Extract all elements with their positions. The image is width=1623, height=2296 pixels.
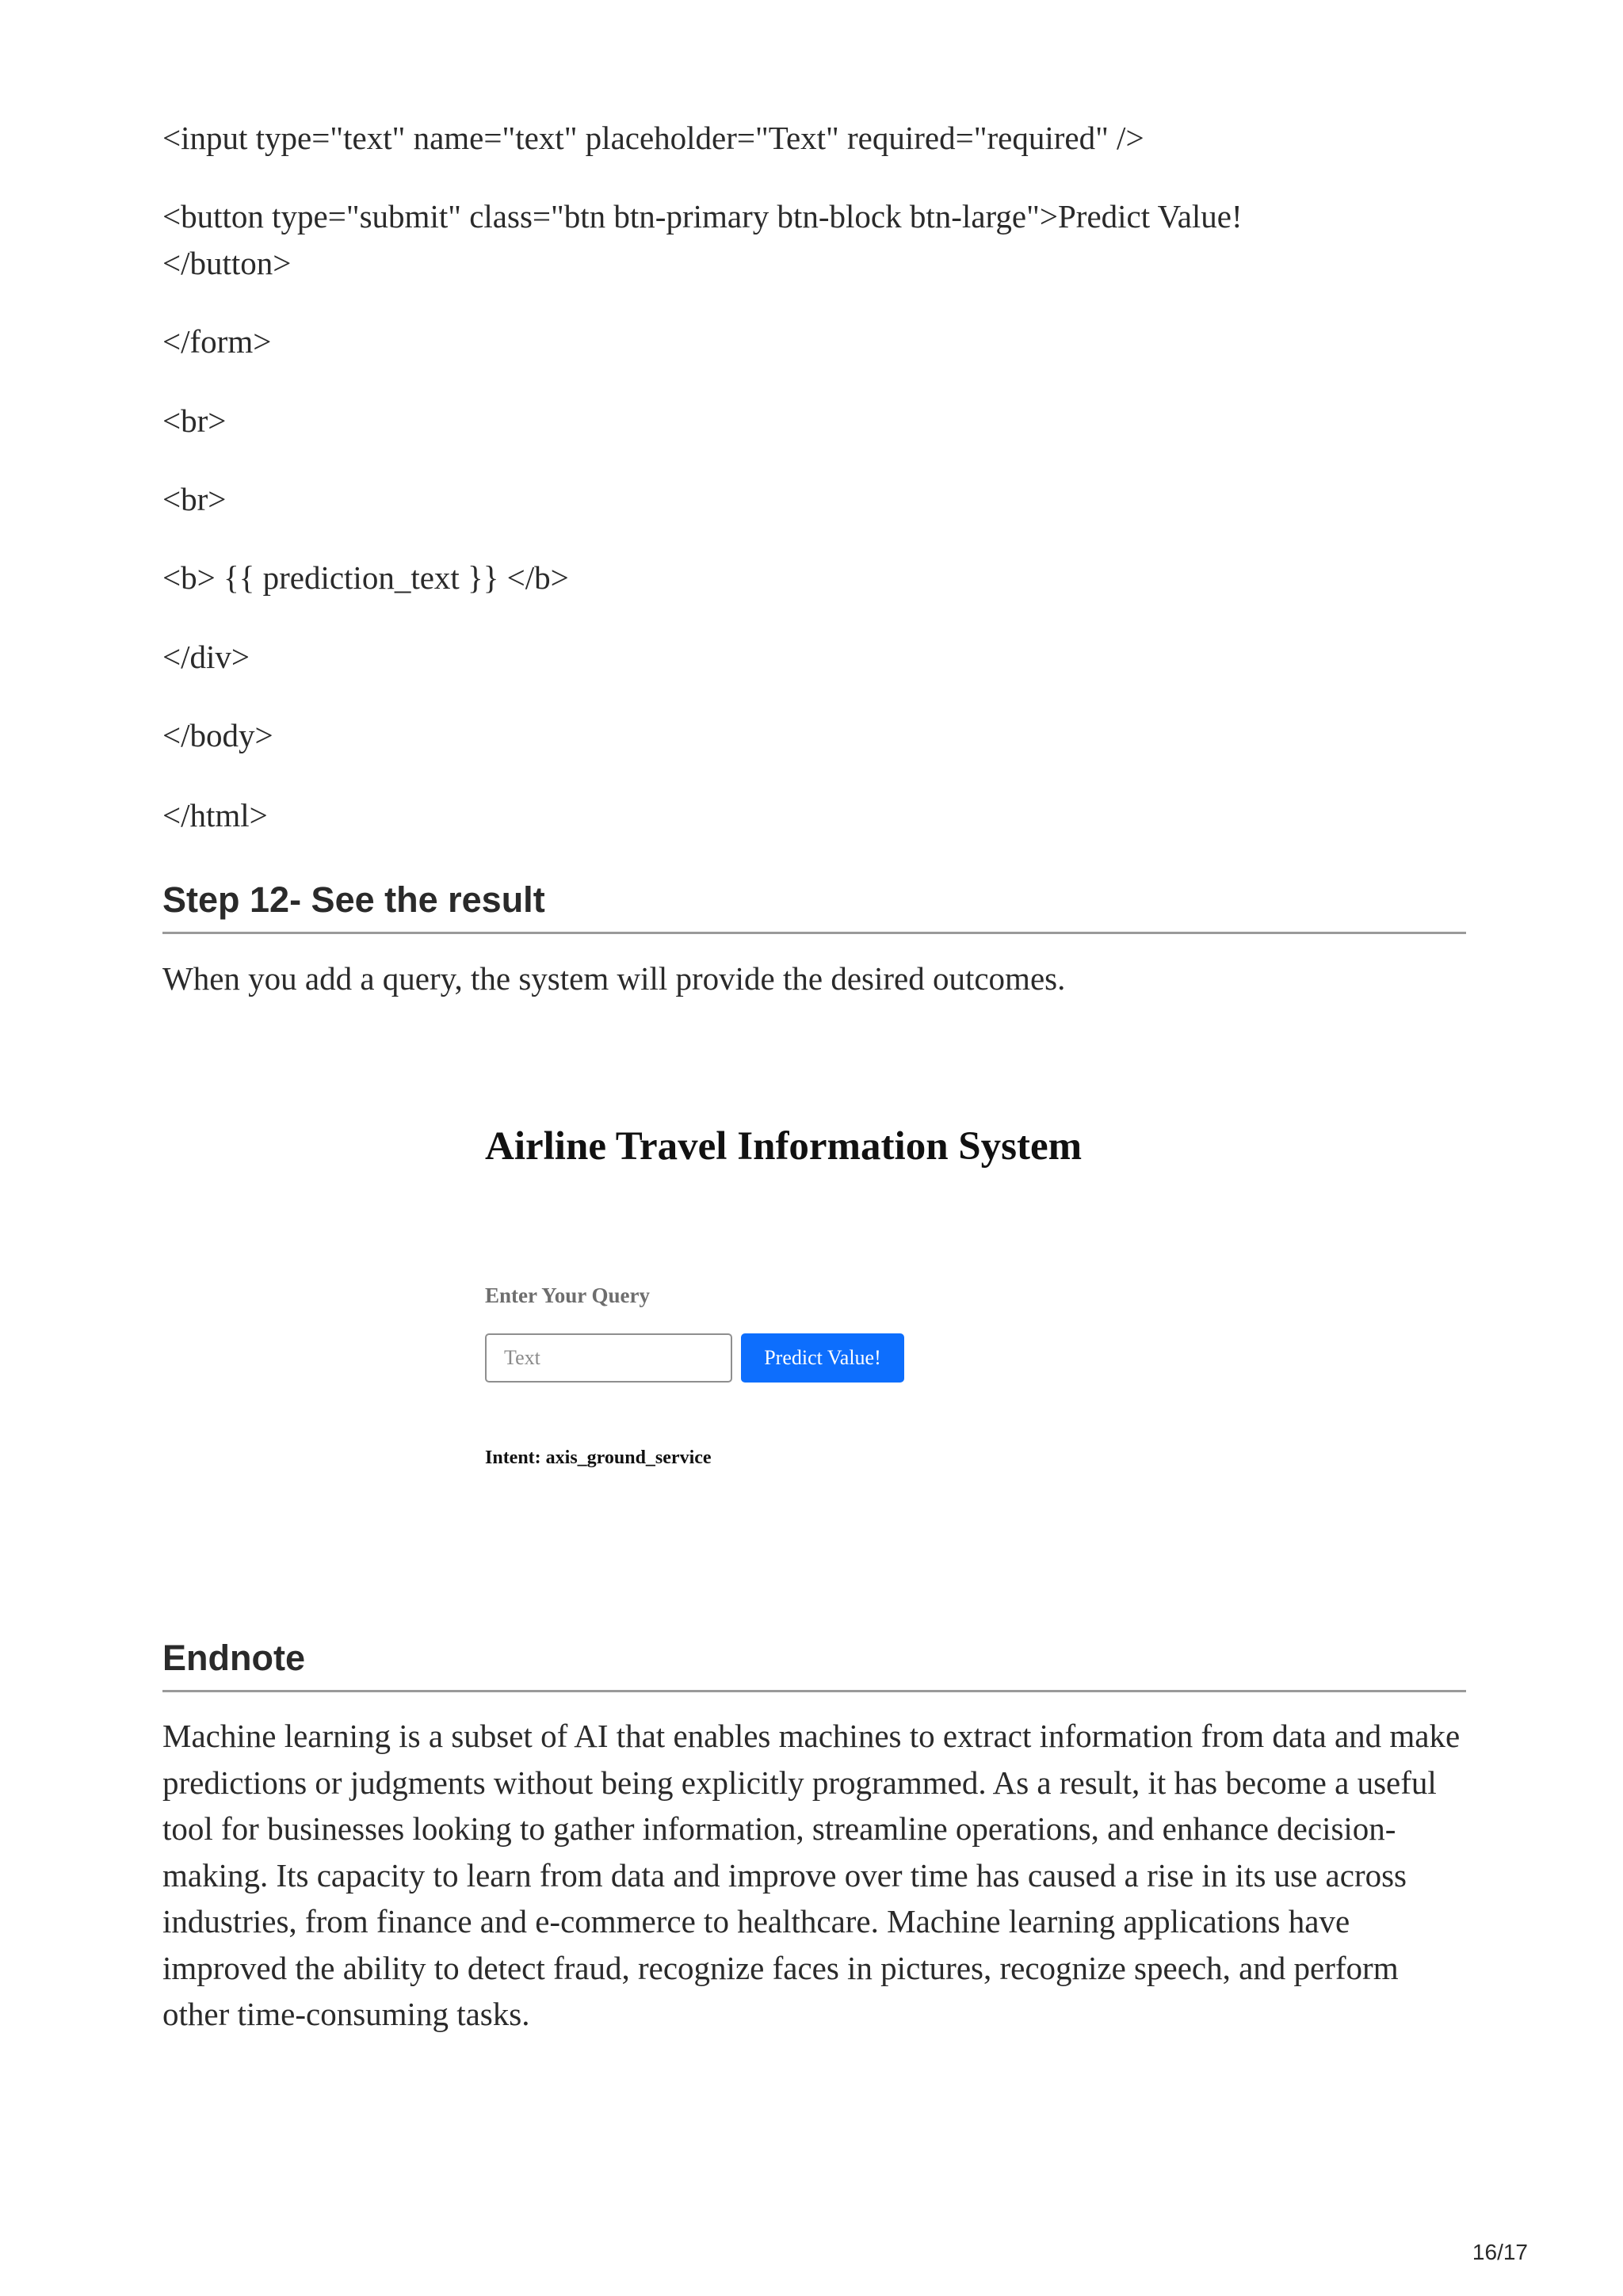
prediction-result: Intent: axis_ground_service: [485, 1447, 712, 1468]
query-input[interactable]: [485, 1333, 732, 1383]
code-line-button-close: </button>: [162, 245, 292, 281]
code-line-html-close: </html>: [162, 797, 268, 833]
code-line-br-2: <br>: [162, 481, 227, 517]
step-12-text: When you add a query, the system will provide the desired outcomes.: [162, 960, 1066, 997]
code-line-div-close: </div>: [162, 639, 250, 675]
endnote-text: Machine learning is a subset of AI that enables machines to extract information from data and make predictions or judgments without being explicitly programmed. As a result, it has become a useful tool for businesses looking to gather information, streamline operations, and enhance decision-making. Its capacity to learn from data and improve over time has caused a rise in its use across industries, from finance and e-commerce to healthcare. Machine learning applications have improved the ability to detect fraud, recognize faces in pictures, recognize speech, and perform other time-consuming tasks.: [162, 1718, 1461, 2032]
code-line-body-close: </body>: [162, 717, 273, 753]
page-number: 16/17: [1472, 2240, 1528, 2264]
app-result-screenshot: [485, 1093, 1293, 1505]
code-line-prediction: <b> {{ prediction_text }} </b>: [162, 559, 569, 596]
predict-value-button[interactable]: Predict Value!: [741, 1333, 904, 1383]
code-line-br-1: <br>: [162, 402, 227, 439]
query-label: Enter Your Query: [485, 1283, 650, 1307]
app-title: Airline Travel Information System: [485, 1124, 1083, 1169]
step-12-heading: Step 12- See the result: [162, 879, 1466, 934]
code-line-input: <input type="text" name="text" placeholder="Text" required="required" />: [162, 120, 1144, 156]
code-line-form-close: </form>: [162, 323, 272, 360]
code-line-button-open: <button type="submit" class="btn btn-primary btn-block btn-large">Predict Value!: [162, 198, 1243, 235]
endnote-heading: Endnote: [162, 1638, 1466, 1692]
